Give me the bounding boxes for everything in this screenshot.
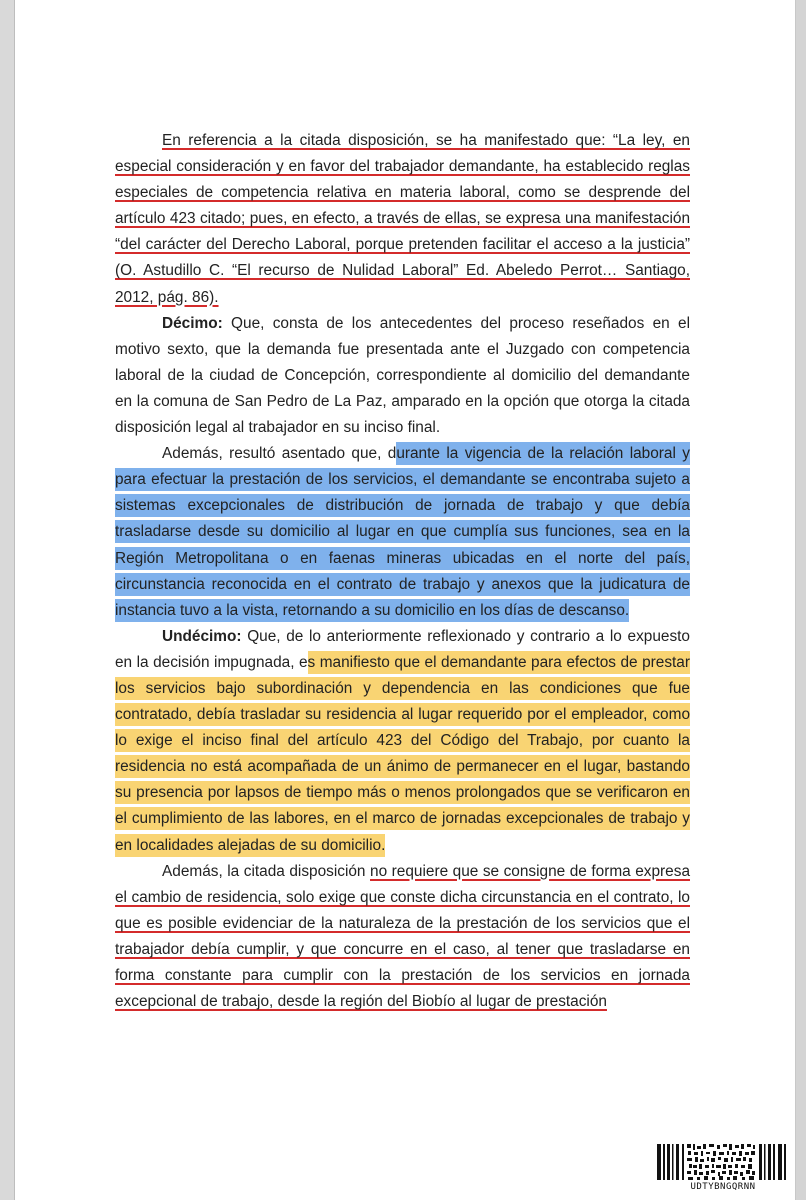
left-frame-edge — [0, 0, 14, 1200]
barcode-graphic — [657, 1142, 789, 1182]
blue-highlight: urante la vigencia de la relación laboral y para efectuar la prestación de los servicios, el demandante se encontraba sujeto a sistemas excepcionales de distribución de jornada de trabajo y que debía trasladarse desde su domicilio al lugar en que cumplía sus funciones, sea en la Región Metropolitana o en faenas mineras ubicadas en el norte del país, circunstancia reconocida en el contrato de trabajo y anexos que la judicatura de instancia tuvo a la vista, retornando a su domicilio en los días de descanso. — [115, 442, 690, 622]
ademas-1-plain: Además, resultó asentado que, d — [162, 445, 397, 463]
right-frame-line — [795, 0, 796, 1200]
undecimo-plain: Que, de lo anteriormente reflexionado y contrario a lo expuesto en la decisión impugnada, e — [115, 627, 690, 671]
verification-barcode — [657, 1142, 789, 1194]
paragraph-undecimo — [115, 624, 690, 859]
underlined-quote: En referencia a la citada disposición, se ha manifestado que: “La ley, en especial consideración y en favor del trabajador demandante, ha establecido reglas especiales de competencia relativa en materia laboral, como se desprende del artículo 423 citado; pues, en efecto, a través de ellas, se expresa una manifestación “del carácter del Derecho Laboral, porque pretenden facilitar el acceso a la justicia” (O. Astudillo C. “El recurso de Nulidad Laboral” Ed. Abeledo Perrot… Santiago, 2012, pág. 86). — [115, 132, 690, 306]
paragraph-referencia — [115, 128, 690, 311]
paragraph-ademas-1 — [115, 441, 690, 624]
heading-decimo: Décimo: — [162, 314, 223, 332]
paragraph-decimo — [115, 311, 690, 441]
document-page-body — [115, 128, 690, 1015]
underlined-residencia: no requiere que se consigne de forma expresa el cambio de residencia, solo exige que conste dicha circunstancia en el contrato, lo que es posible evidenciar de la naturaleza de la prestación de los servicios que el trabajador debía cumplir, y que concurre en el caso, al tener que trasladarse en forma constante para cumplir con la prestación de los servicios en jornada excepcional de trabajo, desde la región del Biobío al lugar de prestación — [115, 862, 690, 1011]
yellow-highlight: s manifiesto que el demandante para efectos de prestar los servicios bajo subordinación y dependencia en las condiciones que fue contratado, debía trasladar su residencia al lugar requerido por el empleador, como lo exige el inciso final del artículo 423 del Código del Trabajo, por cuanto la residencia no está acompañada de un ánimo de permanecer en el lugar, bastando su presencia por lapsos de tiempo más o menos prolongados que se verificaron en el cumplimiento de las labores, en el marco de jornadas excepcionales de trabajo y en localidades alejadas de su domicilio. — [115, 651, 690, 857]
heading-undecimo: Undécimo: — [162, 627, 242, 645]
paragraph-ademas-2 — [115, 859, 690, 1016]
barcode-code: UDTYBNGQRNN — [690, 1182, 756, 1192]
left-frame-line — [14, 0, 15, 1200]
ademas-2-plain: Además, la citada disposición — [162, 862, 371, 880]
right-frame-edge — [796, 0, 806, 1200]
decimo-text: Que, consta de los antecedentes del proceso reseñados en el motivo sexto, que la demanda fue presentada ante el Juzgado con competencia laboral de la ciudad de Concepción, correspondiente al domicilio del demandante en la comuna de San Pedro de La Paz, amparado en la opción que otorga la citada disposición legal al trabajador en su inciso final. — [115, 314, 690, 437]
